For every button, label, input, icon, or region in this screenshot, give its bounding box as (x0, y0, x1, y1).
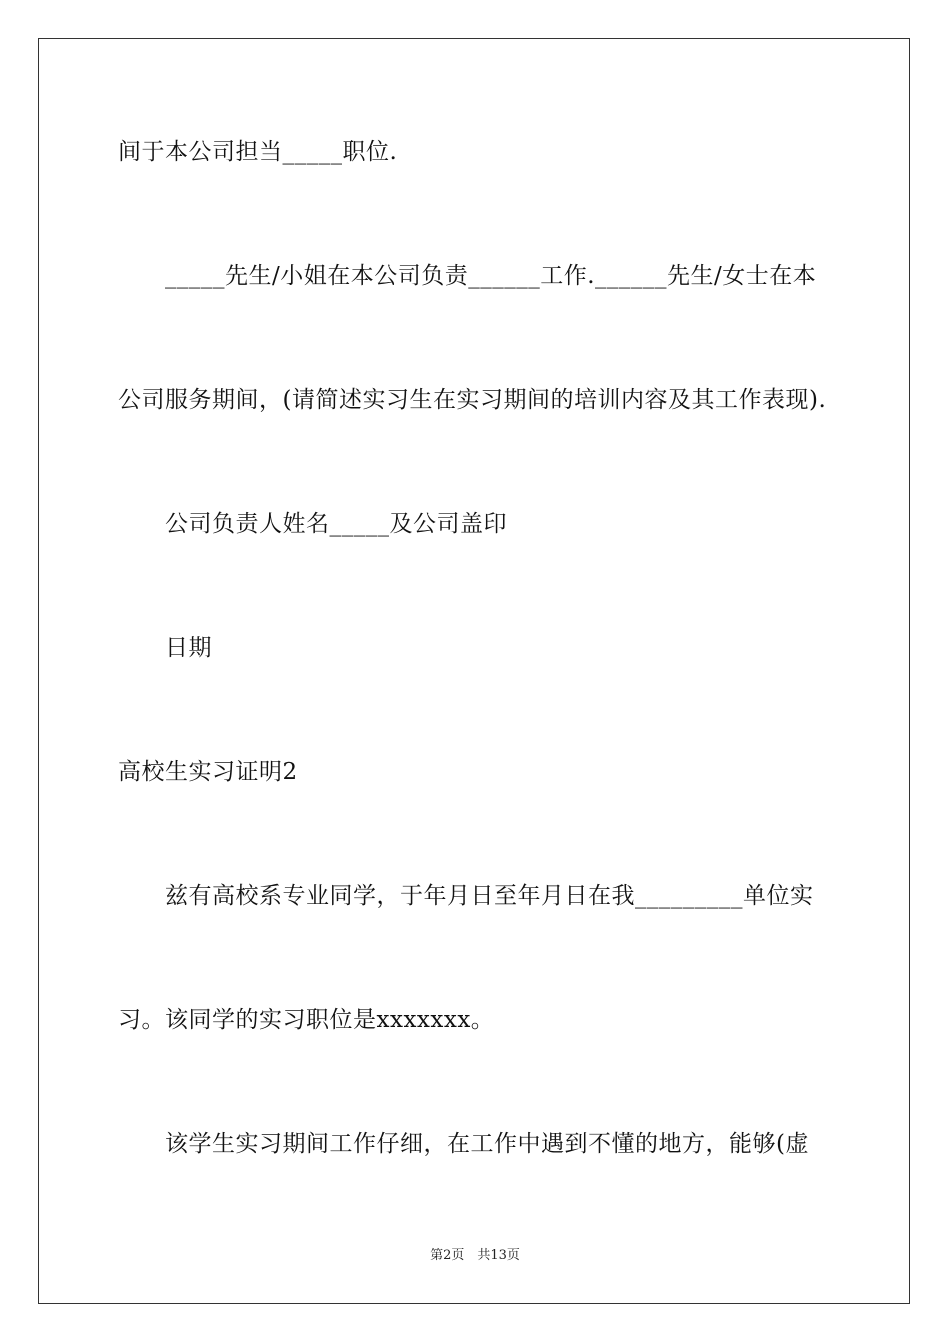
text-line-signature: 公司负责人姓名_____及公司盖印 (165, 511, 507, 537)
text-line-certification: 兹有高校系专业同学，于年月日至年月日在我_________单位实 (165, 883, 814, 909)
text-line-internship-post: 习。该同学的实习职位是xxxxxxx。 (118, 1007, 495, 1033)
page-border (38, 38, 910, 1304)
text-line-service-period: 公司服务期间，(请简述实习生在实习期间的培训内容及其工作表现). (118, 387, 827, 413)
text-line-date: 日期 (165, 635, 212, 661)
page-number-footer: 第2页 共13页 (430, 1248, 520, 1263)
text-line-responsibility: _____先生/小姐在本公司负责______工作.______先生/女士在本 (165, 263, 817, 289)
text-line-evaluation: 该学生实习期间工作仔细，在工作中遇到不懂的地方，能够(虚 (165, 1131, 809, 1157)
text-line-position: 间于本公司担当_____职位. (118, 139, 398, 165)
section-heading: 高校生实习证明2 (118, 759, 298, 785)
